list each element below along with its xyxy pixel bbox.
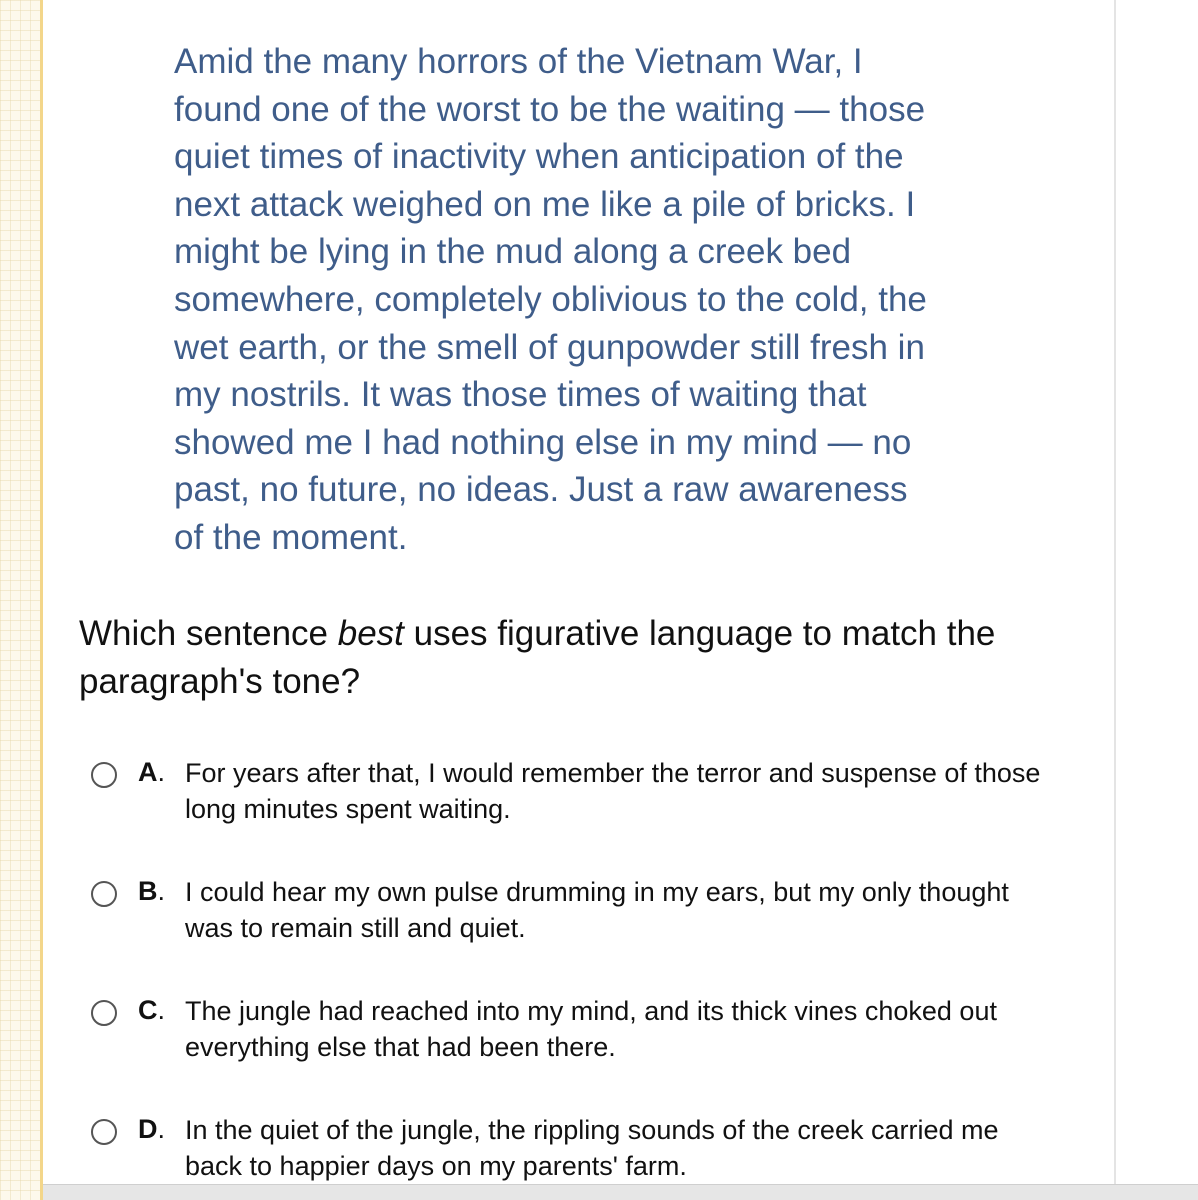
question-text-start: Which sentence [79,614,338,653]
passage-line: my nostrils. It was those times of waiting that [174,375,867,415]
left-border [40,0,43,1200]
question-text-end: uses figurative language to match the [403,614,996,653]
option-letter [138,755,165,790]
question-emphasis: best [337,614,404,653]
option-text-line: back to happier days on my parents' farm. [185,1151,687,1181]
option-text-line: long minutes spent waiting. [185,794,511,824]
passage-line: found one of the worst to be the waiting — those [174,89,926,129]
answer-option-a[interactable] [91,755,1101,835]
question-line-2: paragraph's tone? [79,662,361,701]
passage-line: Amid the many horrors of the Vietnam War, I [174,42,863,81]
option-letter [138,1112,165,1147]
passage-line: showed me I had nothing else in my mind — no [174,422,912,462]
passage-line: next attack weighed on me like a pile of bricks. I [174,184,916,224]
option-letter-dot: . [157,1114,166,1144]
passage-line: past, no future, no ideas. Just a raw awareness [174,470,908,510]
question-prompt [79,610,1099,706]
answer-option-c[interactable] [91,993,1101,1073]
option-letter-text: C [138,995,158,1025]
option-text-line: was to remain still and quiet. [185,913,526,943]
option-text-line: For years after that, I would remember the terror and suspense of those [185,758,1041,788]
option-text [185,874,1105,946]
radio-button-icon[interactable] [91,1119,117,1145]
option-text-line: I could hear my own pulse drumming in my ears, but my only thought [185,877,1009,907]
option-letter-dot: . [157,995,166,1025]
passage-line: somewhere, completely oblivious to the cold, the [174,279,927,319]
right-border [1114,0,1116,1200]
option-text [185,993,1105,1065]
left-grid-strip [0,0,40,1200]
radio-button-icon[interactable] [91,1000,117,1026]
option-text [185,755,1105,827]
answer-option-d[interactable] [91,1112,1101,1192]
option-letter [138,993,165,1028]
option-text [185,1112,1105,1184]
bottom-toolbar [43,1184,1198,1200]
radio-button-icon[interactable] [91,762,117,788]
question-line-1 [79,610,1099,658]
option-text-line: The jungle had reached into my mind, and its thick vines choked out [185,996,997,1026]
option-letter-text: A [138,757,158,787]
passage-line: wet earth, or the smell of gunpowder still fresh in [174,327,925,367]
radio-button-icon[interactable] [91,881,117,907]
option-text-line: everything else that had been there. [185,1032,616,1062]
passage-line: quiet times of inactivity when anticipation of the [174,137,904,177]
answer-option-b[interactable] [91,874,1101,954]
passage-line: of the moment. [174,517,408,557]
option-letter-text: D [138,1114,158,1144]
option-letter-text: B [138,876,158,906]
option-text-line: In the quiet of the jungle, the rippling sounds of the creek carried me [185,1115,999,1145]
option-letter-dot: . [157,757,166,787]
option-letter-dot: . [157,876,166,906]
passage-line: might be lying in the mud along a creek bed [174,232,852,272]
option-letter [138,874,165,909]
reading-passage [174,38,1014,562]
